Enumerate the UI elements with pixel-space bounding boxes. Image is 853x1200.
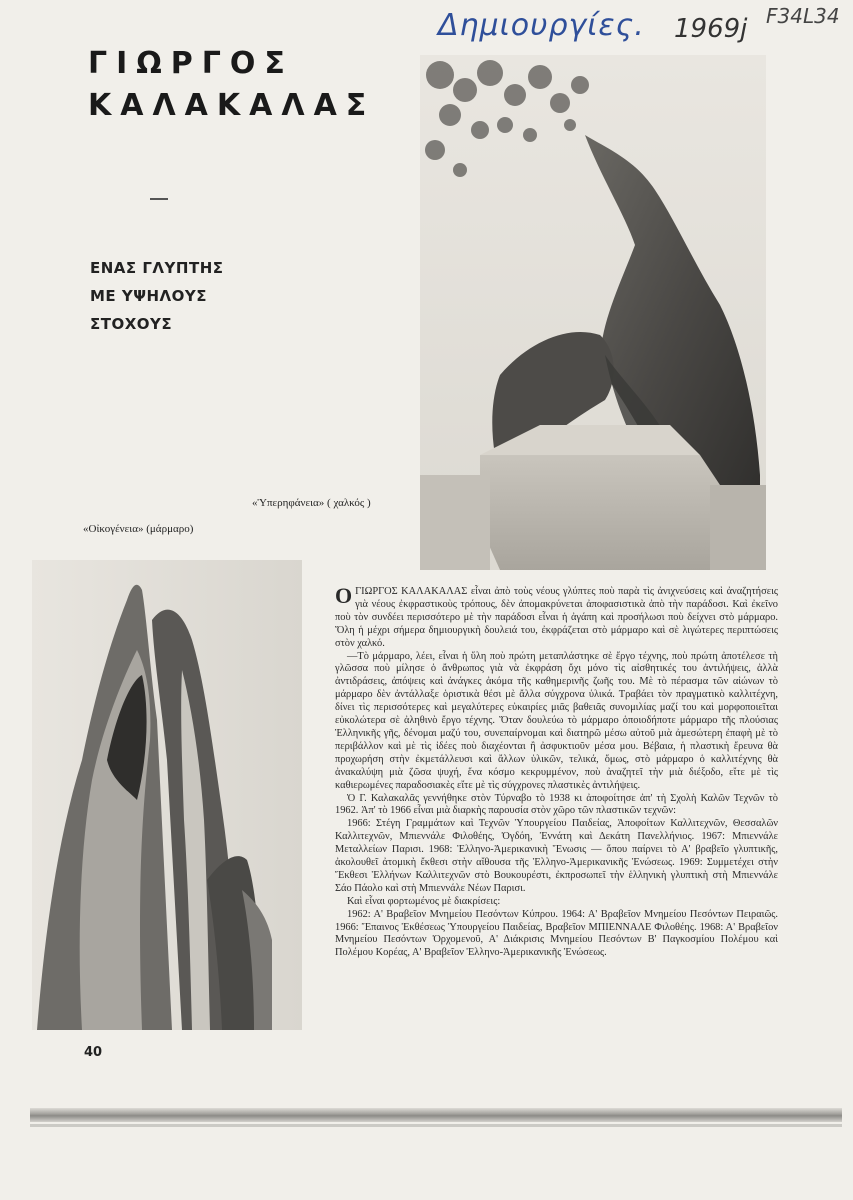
page-title-line-1: ΓΙΩΡΓΟΣ xyxy=(88,46,294,81)
article-body xyxy=(335,583,778,960)
dropcap: Ο xyxy=(335,583,353,608)
sculpture-pride-image xyxy=(420,55,766,570)
page-title-line-2: ΚΑΛΑΚΑΛΑΣ xyxy=(88,88,376,123)
article-paragraph xyxy=(335,583,778,651)
article-paragraph: Καὶ εἶναι φορτωμένος μὲ διακρίσεις: xyxy=(347,895,501,907)
subtitle-line: ΕΝΑΣ ΓΛΥΠΤΗΣ xyxy=(90,259,224,277)
article-paragraph: —Τὸ μάρμαρο, λέει, εἶναι ἡ ὕλη ποὺ πρώτη μεταπλάστηκε σὲ ἔργο τέχνης, ποὺ πρώτη ἀποτέλεσε τὴ γλῶσσα ποὺ μίλησε ὁ ἄνθρωπος γιὰ νὰ ἐκφράση ὄχι μόνο τὶς αἰσθητικές του ἀντιλήψεις, ἀλλὰ ἀντιδράσεις, ἀπόψεις καὶ ἀνάγκες ἀκόμα τῆς καθημερινῆς ζωῆς του. Μὲ τὸ πέρασμα τῶν αἰώνων τὸ μάρμαρο δὲν ἀντάλλαξε ὁριστικὰ θέσι μὲ ἄλλα σύγχρονα ὑλικά. Τραβάει τὸν πραγματικὸ καλλιτέχνη, δίνει τὶς περισσότερες καὶ μεγαλύτερες εὐκαιρίες μιᾶς βαθειᾶς συνομιλίας μαζί του καὶ μορφοποιεῖται εὐκολώτερα σὲ ἀληθινὸ ἔργο τέχνης. Ὅταν δουλεύω τὸ μάρμαρο ὁποιοδήποτε μάρμαρο τῆς πλούσιας Ἑλληνικῆς γῆς, δένομαι μαζύ του, συνεπαίρνομαι καὶ διατηρῶ μέσω αὐτοῦ μιὰ ἀμεσώτερη ἐπαφὴ μὲ τὸ περιβάλλον καὶ μὲ τὶς ἰδέες ποὺ διαχέονται ἢ ἀσφυκτιοῦν μέσα μου. Βέβαια, ἡ πλαστικὴ ἔρευνα θὰ προχωρήση στὴν ἐκμετάλλευσι καὶ ἄλλων ὑλικῶν, τελικά, ὅμως, στὸ μάρμαρο ὁ καλλιτέχνης θὰ ἀνακαλύψη μιὰ ζῶσα ψυχή, ἕνα κόσμο κεκρυμμένον, ποὺ ἀναζητεῖ τὴν μιὰ διέξοδο, εἴτε μὲ τὶς καθιερωμένες παραδοσιακὲς εἴτε μὲ τὶς σύγχρονες πλαστικὲς ἀντιλήψεις. xyxy=(335,650,778,791)
subtitle-line: ΜΕ ΥΨΗΛΟΥΣ xyxy=(90,287,208,305)
subtitle-line: ΣΤΟΧΟΥΣ xyxy=(90,315,173,333)
page-number: 40 xyxy=(84,1045,103,1060)
sculpture-family-image xyxy=(32,560,302,1030)
handwritten-note: Δημιουργίες. xyxy=(438,8,645,43)
scan-artifact-band xyxy=(30,1108,842,1122)
article-paragraph: Ὁ Γ. Καλακαλᾶς γεννήθηκε στὸν Τύρναβο τὸ 1938 κι ἀποφοίτησε ἀπ' τὴ Σχολὴ Καλῶν Τεχνῶν τὸ 1962. Ἀπ' τὸ 1966 εἶναι μιὰ διαρκὴς παρουσία στὸν χῶρο τῶν πλαστικῶν τεχνῶν: xyxy=(335,792,778,817)
sculpture-photo-pride xyxy=(420,55,766,570)
caption-pride: «Ὑπερηφάνεια» ( χαλκός ) xyxy=(252,497,371,509)
handwritten-reference: F34L34 xyxy=(766,4,840,28)
article-paragraph: 1962: Α' Βραβεῖον Μνημείου Πεσόντων Κύπρου. 1964: Α' Βραβεῖον Μνημείου Πεσόντων Πειραιῶς. 1966: Ἔπαινος Ἐκθέσεως Ὑπουργείου Παιδείας, Βραβεῖον ΜΠΙΕΝΝΑΛΕ Φιλοθέης. 1968: Α' Βραβεῖον Μνημείου Πεσόντων Ὀρχομενοῦ, Α' Διάκρισις Μνημείου Πεσόντων Β' Παγκοσμίου Πολέμου καὶ Πολέμου Κορέας, Α' Βραβεῖον Ἑλληνο-Ἀμερικανικῆς Ἑνώσεως. xyxy=(335,908,778,959)
divider xyxy=(150,198,168,200)
sculpture-photo-family xyxy=(32,560,302,1030)
article-paragraph: 1966: Στέγη Γραμμάτων καὶ Τεχνῶν Ὑπουργείου Παιδείας, Ἀποφοίτων Καλλιτεχνῶν, Θεσσαλῶν Καλλιτεχνῶν, Μπιεννάλε Φιλοθέης, Ὀγδόη, Ἐννάτη καὶ Δεκάτη Πανελλήνιος. 1967: Μπιεννάλε Μεταλλείων Παρισι. 1968: Ἑλληνο-Ἀμερικανικὴ Ἕνωσις — ὅπου παίρνει τὸ Α' βραβεῖο γλυπτικῆς, ἀκολουθεῖ ἀτομικὴ ἔκθεσι στὴν αἴθουσα τῆς Ἑλληνο-Ἀμερικανικῆς Ἑνώσεως. 1969: Συμμετέχει στὴν Ἔκθεσι Ἑλλήνων Καλλιτεχνῶν στὸ Βουκουρέστι, ἐκπροσωπεῖ τὴν ἑλληνικὴ γλυπτικὴ στὴ Μπιεννάλε Σάο Πάολο καὶ στὴ Μπιεννάλε Νέων Παρισι. xyxy=(335,818,778,894)
handwritten-year: 1969j xyxy=(674,14,748,44)
article-paragraph-text: ΓΙΩΡΓΟΣ ΚΑΛΑΚΑΛΑΣ εἶναι ἀπὸ τοὺς νέους γλύπτες ποὺ παρὰ τὶς ἀνιχνεύσεις καὶ ἀναζητήσεις γιὰ νέους ἐκφραστικοὺς τρόπους, δὲν ἀπομακρύνεται ἀποφασιστικὰ ἀπὸ τὴν παράδοσι. Καὶ ἐκεῖνο ποὺ τὸν συνδέει περισσότερο μὲ τὴν παράδοσι εἶναι ἡ ἀγάπη καὶ προσήλωσι ποὺ δείχνει στὸ μάρμαρο. Ὅλη ἡ μέχρι σήμερα δημιουργικὴ δουλειά του, ἐκφράζεται στὸ μάρμαρο καὶ σὲ λιγώτερες περιπτώσεις στὸν χαλκό. xyxy=(335,586,778,649)
caption-family: «Οἰκογένεια» (μάρμαρο) xyxy=(83,523,194,535)
scan-artifact-line xyxy=(30,1124,842,1127)
subtitle xyxy=(90,254,224,338)
